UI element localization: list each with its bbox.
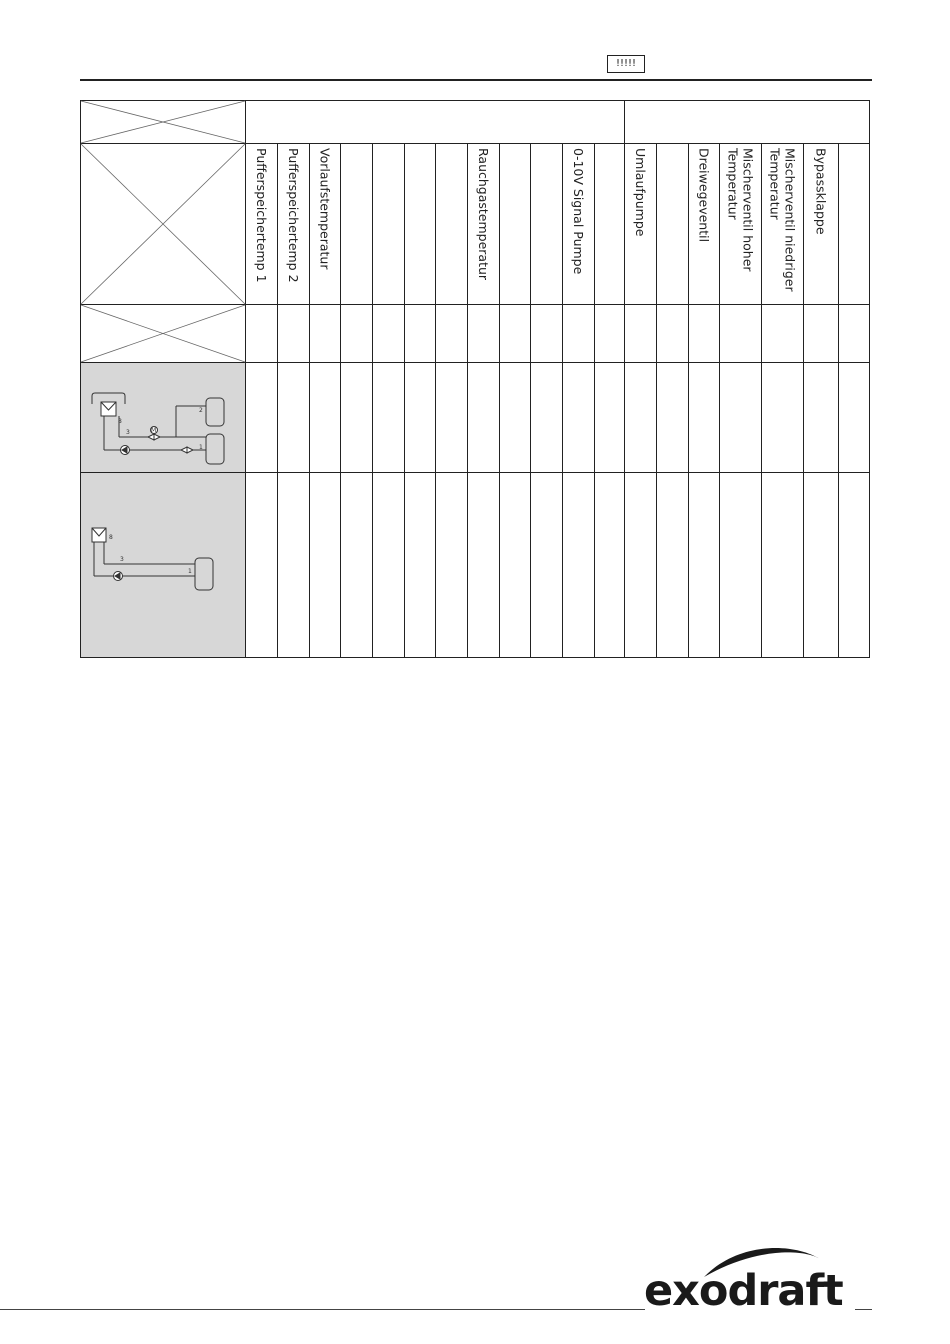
- crossed-cells: [81, 101, 245, 362]
- label-8: 8: [109, 534, 113, 541]
- footer-rule: [0, 1309, 645, 1310]
- column-header-7: Rauchgastemperatur: [476, 148, 491, 281]
- exodraft-logo: [644, 1247, 876, 1327]
- column-header-0: Pufferspeichertemp 1: [254, 148, 269, 283]
- storage-tank-1: [206, 434, 224, 464]
- storage-tank-1: [195, 558, 213, 590]
- column-header-16: Mischerventil niedriger Temperatur: [767, 148, 798, 292]
- valve-icon: [181, 447, 193, 453]
- column-header-2: Vorlaufstemperatur: [317, 148, 333, 270]
- label-1: 1: [188, 568, 192, 575]
- column-header-14: Dreiwegeventil: [696, 148, 712, 243]
- diagram-two-storage-tanks: [80, 362, 246, 472]
- column-header-12: Umlaufpumpe: [633, 148, 648, 237]
- storage-tank-2: [206, 398, 224, 426]
- logo-text: exodraft: [644, 1266, 843, 1316]
- header-badge: !!!!!: [607, 55, 645, 73]
- label-8: 8: [118, 418, 122, 425]
- label-M: M: [151, 427, 157, 434]
- column-header-17: Bypassklappe: [813, 148, 829, 235]
- label-3: 3: [120, 556, 124, 563]
- diagram-one-storage-tank: [80, 472, 246, 658]
- label-2: 2: [199, 407, 203, 414]
- three-way-valve-icon: [148, 434, 160, 440]
- column-header-10: 0-10V Signal Pumpe: [571, 148, 586, 275]
- column-header-1: Pufferspeichertemp 2: [286, 148, 301, 283]
- label-1: 1: [199, 444, 203, 451]
- label-3: 3: [126, 429, 130, 436]
- column-header-15: Mischerventil hoher Temperatur: [725, 148, 756, 272]
